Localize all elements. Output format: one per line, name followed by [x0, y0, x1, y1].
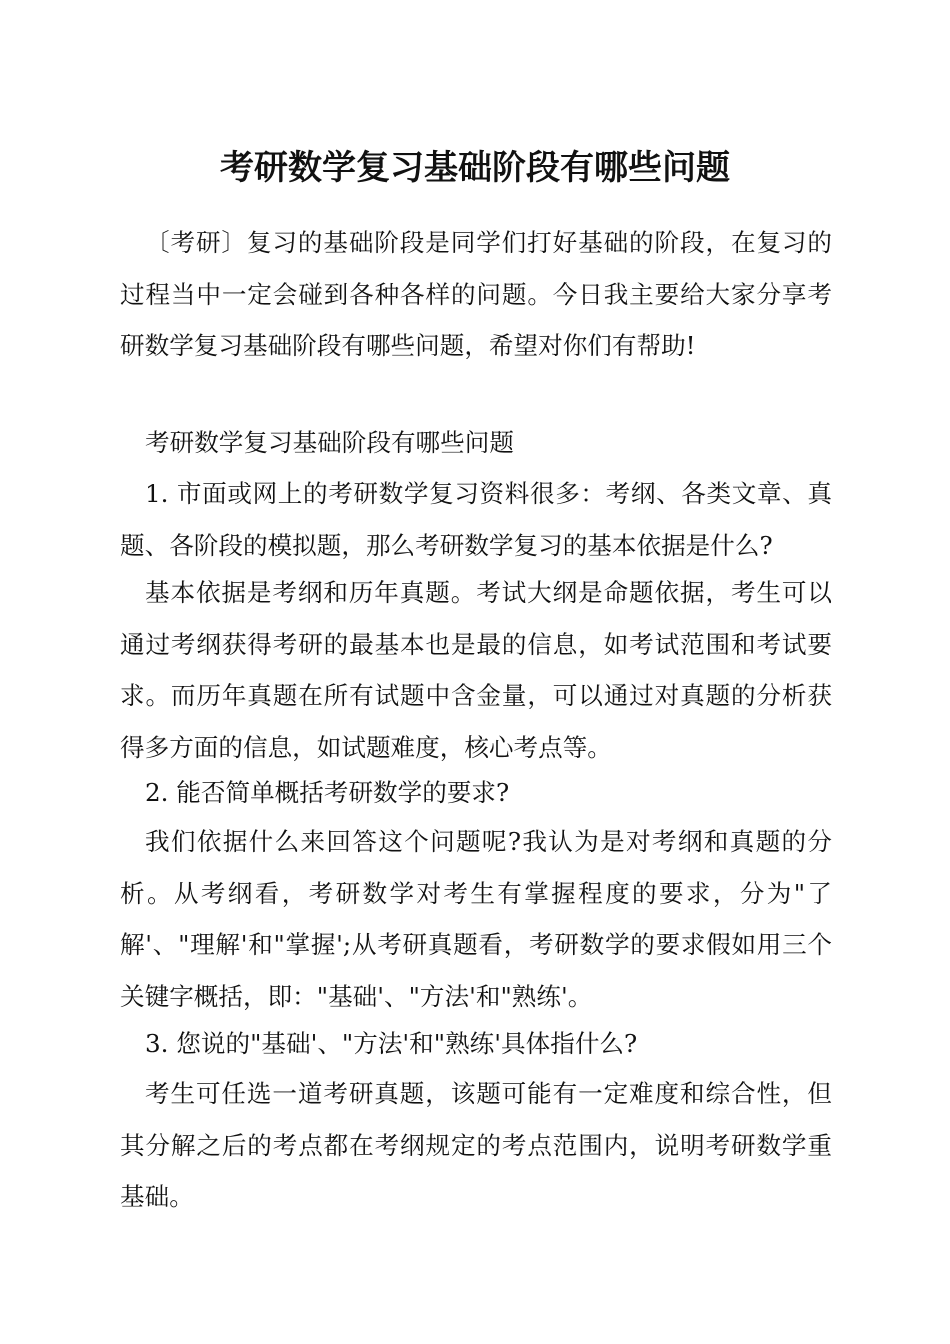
- question-1: 1. 市面或网上的考研数学复习资料很多：考纲、各类文章、真题、各阶段的模拟题，那么考研数学复习的基本依据是什么?: [120, 479, 832, 560]
- document-title: 考研数学复习基础阶段有哪些问题: [220, 148, 730, 188]
- intro-paragraph: 〔考研〕复习的基础阶段是同学们打好基础的阶段，在复习的过程当中一定会碰到各种各样的问题。今日我主要给大家分享考研数学复习基础阶段有哪些问题，希望对你们有帮助!: [120, 228, 832, 360]
- section-heading: 考研数学复习基础阶段有哪些问题: [145, 428, 514, 457]
- answer-3: 考生可任选一道考研真题，该题可能有一定难度和综合性，但其分解之后的考点都在考纲规定的考点范围内，说明考研数学重基础。: [120, 1079, 832, 1211]
- answer-2: 我们依据什么来回答这个问题呢?我认为是对考纲和真题的分析。从考纲看，考研数学对考生有掌握程度的要求，分为"了解'、"理解'和"掌握';从考研真题看，考研数学的要求假如用三个关键字概括，即："基础'、"方法'和"熟练'。: [120, 827, 832, 1011]
- question-2: 2. 能否简单概括考研数学的要求?: [145, 778, 510, 807]
- answer-1: 基本依据是考纲和历年真题。考试大纲是命题依据，考生可以通过考纲获得考研的最基本也是最的信息，如考试范围和考试要求。而历年真题在所有试题中含金量，可以通过对真题的分析获得多方面的信息，如试题难度，核心考点等。: [120, 578, 832, 762]
- question-3: 3. 您说的"基础'、"方法'和"熟练'具体指什么?: [145, 1029, 638, 1058]
